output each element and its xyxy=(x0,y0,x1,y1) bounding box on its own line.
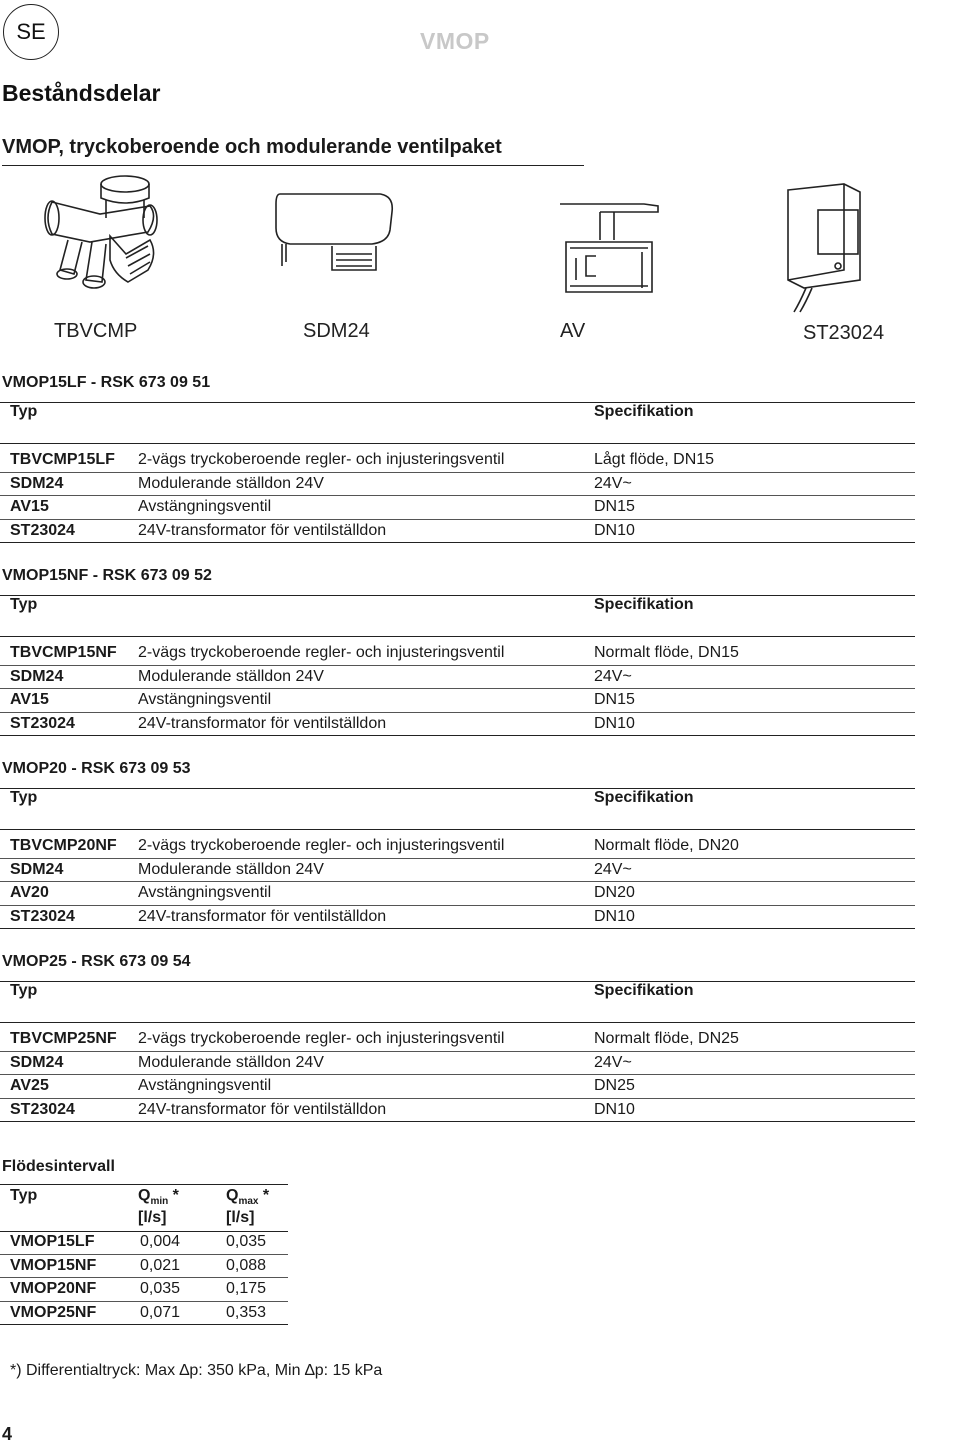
table-row xyxy=(0,472,915,497)
cell-type: TBVCMP15LF xyxy=(10,451,115,468)
table-row xyxy=(0,1254,288,1279)
table-header xyxy=(0,788,915,830)
qmax-symbol: Q xyxy=(226,1187,239,1204)
cell-spec: 24V~ xyxy=(594,1053,632,1071)
table-header xyxy=(0,981,915,1023)
qmax-asterisk: * xyxy=(258,1187,270,1204)
cell-type: AV15 xyxy=(10,691,49,708)
table-row xyxy=(0,519,915,544)
header-type: Typ xyxy=(10,1187,38,1204)
header-qmax-unit: [l/s] xyxy=(226,1209,255,1226)
cell-qmax: 0,088 xyxy=(226,1256,267,1274)
header-spec: Specifikation xyxy=(594,596,694,613)
cell-qmin: 0,004 xyxy=(140,1233,181,1250)
cell-qmin: 0,071 xyxy=(140,1303,181,1321)
cell-desc: Modulerande ställdon 24V xyxy=(138,860,324,878)
qmax-subscript: max xyxy=(238,1196,259,1208)
header-type: Typ xyxy=(10,982,38,999)
cell-desc: 24V-transformator för ventilställdon xyxy=(138,714,387,732)
header-spec: Specifikation xyxy=(594,403,694,420)
cell-qmax: 0,353 xyxy=(226,1303,267,1321)
cell-spec: DN15 xyxy=(594,691,635,708)
section-title: Beståndsdelar xyxy=(2,80,161,106)
cell-qmin: 0,021 xyxy=(140,1256,181,1274)
cell-type: VMOP20NF xyxy=(10,1280,97,1297)
cell-spec: DN10 xyxy=(594,1100,635,1118)
flow-table-header xyxy=(0,1184,288,1232)
product-label-sdm24: SDM24 xyxy=(303,320,370,342)
header-qmin xyxy=(138,1187,179,1207)
table-title: VMOP15NF - RSK 673 09 52 xyxy=(2,567,212,584)
cell-spec: Normalt flöde, DN20 xyxy=(594,837,739,854)
cell-qmax: 0,035 xyxy=(226,1233,267,1250)
cell-spec: Lågt flöde, DN15 xyxy=(594,451,715,468)
table-title: VMOP25 - RSK 673 09 54 xyxy=(2,953,191,970)
page-number: 4 xyxy=(2,1424,13,1444)
language-badge xyxy=(3,4,59,60)
table-header xyxy=(0,595,915,637)
cell-type: AV20 xyxy=(10,884,49,901)
actuator-icon xyxy=(272,190,396,280)
cell-desc: Avstängningsventil xyxy=(138,884,272,901)
table-row xyxy=(0,1277,288,1302)
header-spec: Specifikation xyxy=(594,789,694,806)
cell-spec: DN10 xyxy=(594,521,635,539)
product-label-av: AV xyxy=(560,320,586,342)
cell-desc: 24V-transformator för ventilställdon xyxy=(138,1100,387,1118)
cell-desc: 2-vägs tryckoberoende regler- och injusteringsventil xyxy=(138,644,505,661)
cell-type: TBVCMP15NF xyxy=(10,644,117,661)
qmin-symbol: Q xyxy=(138,1187,151,1204)
cell-desc: 2-vägs tryckoberoende regler- och injusteringsventil xyxy=(138,837,505,854)
header-type: Typ xyxy=(10,596,38,613)
table-row xyxy=(0,905,915,930)
cell-type: VMOP15LF xyxy=(10,1233,95,1250)
cell-desc: Modulerande ställdon 24V xyxy=(138,1053,324,1071)
cell-desc: Modulerande ställdon 24V xyxy=(138,474,324,492)
table-row xyxy=(0,1098,915,1123)
cell-spec: DN10 xyxy=(594,907,635,925)
cell-qmin: 0,035 xyxy=(140,1280,181,1297)
language-code: SE xyxy=(16,19,46,44)
cell-desc: 2-vägs tryckoberoende regler- och injusteringsventil xyxy=(138,1030,505,1047)
cell-spec: Normalt flöde, DN15 xyxy=(594,644,739,661)
product-label-tbvcmp: TBVCMP xyxy=(54,320,138,342)
table-title: VMOP15LF - RSK 673 09 51 xyxy=(2,374,211,391)
header-type: Typ xyxy=(10,403,38,420)
cell-type: VMOP25NF xyxy=(10,1303,97,1321)
table-row xyxy=(0,1051,915,1076)
header-qmin-unit: [l/s] xyxy=(138,1209,167,1226)
cell-spec: DN10 xyxy=(594,714,635,732)
cell-type: SDM24 xyxy=(10,474,64,492)
section-subtitle: VMOP, tryckoberoende och modulerande ventilpaket xyxy=(2,136,584,166)
table-row xyxy=(0,1027,915,1052)
cell-type: ST23024 xyxy=(10,714,75,732)
table-row xyxy=(0,641,915,666)
table-row xyxy=(0,1230,288,1255)
table-header xyxy=(0,402,915,444)
cell-desc: Modulerande ställdon 24V xyxy=(138,667,324,685)
flow-interval-title: Flödesintervall xyxy=(2,1158,115,1175)
header-spec: Specifikation xyxy=(594,982,694,999)
cell-spec: 24V~ xyxy=(594,860,632,878)
cell-spec: 24V~ xyxy=(594,667,632,685)
table-row xyxy=(0,712,915,737)
qmin-asterisk: * xyxy=(168,1187,179,1204)
footnote: *) Differentialtryck: Max ∆p: 350 kPa, Min ∆p: 15 kPa xyxy=(10,1362,383,1379)
cell-spec: Normalt flöde, DN25 xyxy=(594,1030,739,1047)
cell-type: VMOP15NF xyxy=(10,1256,97,1274)
cell-desc: 2-vägs tryckoberoende regler- och injusteringsventil xyxy=(138,451,505,468)
table-row xyxy=(0,881,915,906)
table-row xyxy=(0,448,915,473)
cell-qmax: 0,175 xyxy=(226,1280,267,1297)
table-row xyxy=(0,665,915,690)
product-label-st23024: ST23024 xyxy=(803,322,885,344)
table-row xyxy=(0,1074,915,1099)
cell-type: ST23024 xyxy=(10,521,75,539)
cell-spec: 24V~ xyxy=(594,474,632,492)
cell-type: AV15 xyxy=(10,498,49,515)
cell-spec: DN20 xyxy=(594,884,635,901)
document-title: VMOP xyxy=(420,28,490,54)
header-qmax xyxy=(226,1187,269,1207)
cell-desc: Avstängningsventil xyxy=(138,498,272,515)
qmin-subscript: min xyxy=(150,1196,169,1208)
header-type: Typ xyxy=(10,789,38,806)
cell-type: ST23024 xyxy=(10,907,75,925)
table-row xyxy=(0,1301,288,1326)
cell-desc: 24V-transformator för ventilställdon xyxy=(138,521,387,539)
table-row xyxy=(0,858,915,883)
cell-type: SDM24 xyxy=(10,860,64,878)
cell-spec: DN25 xyxy=(594,1077,635,1094)
balancing-valve-icon xyxy=(30,170,160,310)
table-row xyxy=(0,834,915,859)
cell-type: TBVCMP25NF xyxy=(10,1030,117,1047)
cell-type: TBVCMP20NF xyxy=(10,837,117,854)
cell-desc: 24V-transformator för ventilställdon xyxy=(138,907,387,925)
table-title: VMOP20 - RSK 673 09 53 xyxy=(2,760,191,777)
cell-spec: DN15 xyxy=(594,498,635,515)
cell-type: ST23024 xyxy=(10,1100,75,1118)
table-row xyxy=(0,495,915,520)
cell-type: SDM24 xyxy=(10,1053,64,1071)
cell-desc: Avstängningsventil xyxy=(138,1077,272,1094)
ball-valve-icon xyxy=(556,196,666,296)
cell-desc: Avstängningsventil xyxy=(138,691,272,708)
transformer-icon xyxy=(784,180,864,315)
table-row xyxy=(0,688,915,713)
cell-type: SDM24 xyxy=(10,667,64,685)
cell-type: AV25 xyxy=(10,1077,49,1094)
